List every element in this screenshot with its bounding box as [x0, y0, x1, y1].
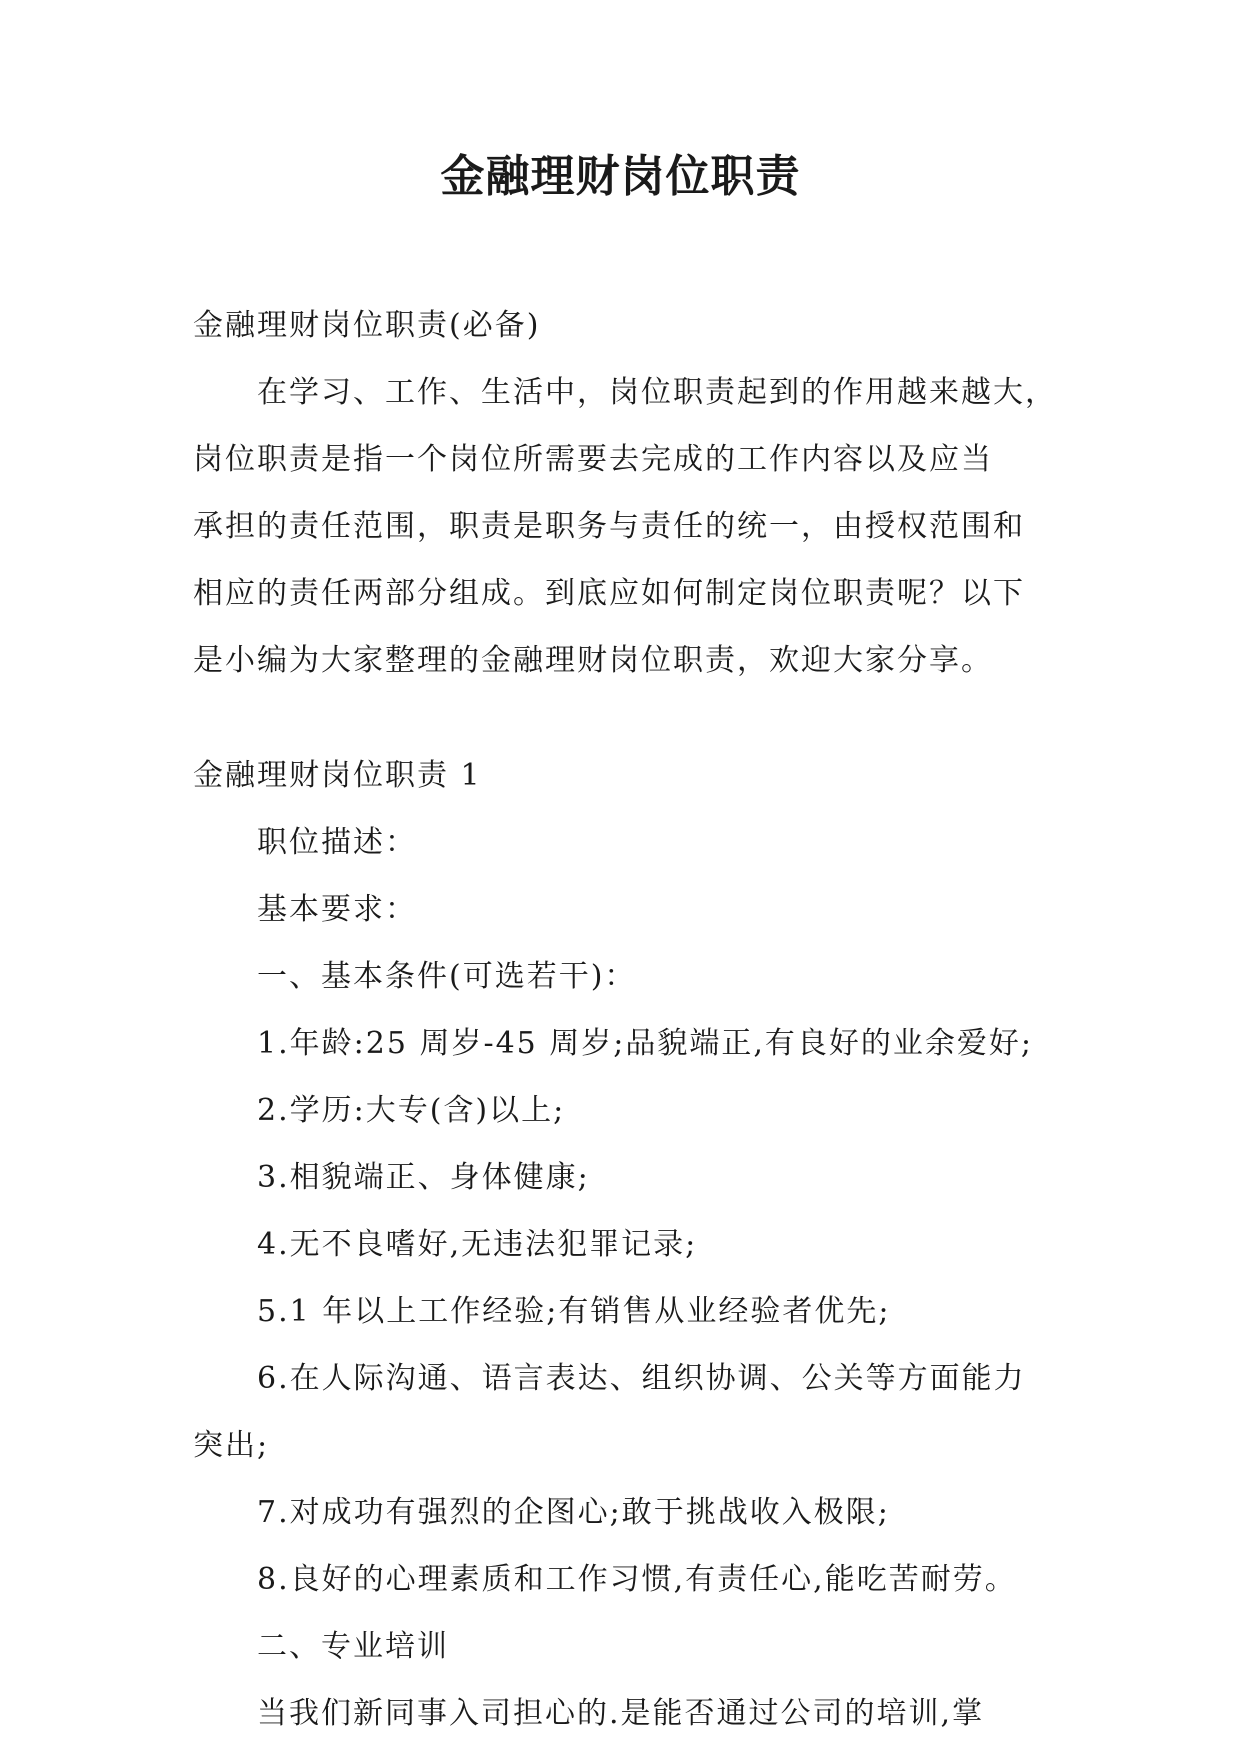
- requirement-item-continued: 突出;: [193, 1428, 270, 1463]
- section-heading: 金融理财岗位职责 1: [193, 758, 482, 793]
- requirement-item: 2.学历:大专(含)以上;: [257, 1093, 566, 1128]
- basic-requirements-label: 基本要求：: [257, 892, 417, 927]
- requirement-item: 4.无不良嗜好,无违法犯罪记录;: [257, 1227, 698, 1262]
- requirement-item: 6.在人际沟通、语言表达、组织协调、公关等方面能力: [257, 1361, 1026, 1396]
- requirement-item: 8.良好的心理素质和工作习惯,有责任心,能吃苦耐劳。: [257, 1562, 1017, 1597]
- requirement-item: 1.年龄:25 周岁-45 周岁;品貌端正,有良好的业余爱好;: [257, 1026, 1034, 1061]
- requirement-item: 5.1 年以上工作经验;有销售从业经验者优先;: [257, 1294, 891, 1329]
- document-subtitle: 金融理财岗位职责(必备): [193, 308, 541, 343]
- document-body: [193, 292, 1063, 1747]
- intro-line: 岗位职责是指一个岗位所需要去完成的工作内容以及应当: [193, 442, 993, 477]
- intro-line: 承担的责任范围，职责是职务与责任的统一，由授权范围和: [193, 509, 1025, 544]
- section-spacer: [193, 694, 1063, 742]
- requirement-item: 7.对成功有强烈的企图心;敢于挑战收入极限;: [257, 1495, 890, 1530]
- training-paragraph: 当我们新同事入司担心的.是能否通过公司的培训,掌: [257, 1696, 985, 1731]
- intro-line: 在学习、工作、生活中，岗位职责起到的作用越来越大，: [257, 375, 1057, 410]
- basic-conditions-heading: 一、基本条件(可选若干)：: [257, 959, 637, 994]
- intro-line: 相应的责任两部分组成。到底应如何制定岗位职责呢？以下: [193, 576, 1025, 611]
- requirement-item: 3.相貌端正、身体健康;: [257, 1160, 590, 1195]
- training-heading: 二、专业培训: [257, 1629, 449, 1664]
- document-title: 金融理财岗位职责: [440, 151, 801, 202]
- job-description-label: 职位描述：: [257, 825, 417, 860]
- intro-line: 是小编为大家整理的金融理财岗位职责，欢迎大家分享。: [193, 643, 993, 678]
